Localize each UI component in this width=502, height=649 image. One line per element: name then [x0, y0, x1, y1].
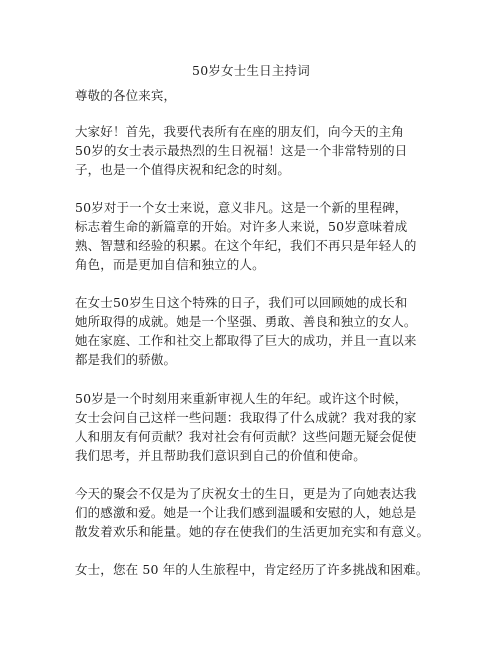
paragraph-5-line-2: 们的感激和爱。她是一个让我们感到温暖和安慰的人，她总是: [75, 505, 417, 520]
paragraph-4-line-2: 女士会问自己这样一些问题：我取得了什么成就？我对我的家: [75, 410, 417, 425]
paragraph-1-line-1: 大家好！首先，我要代表所有在座的朋友们，向今天的主角: [75, 124, 404, 139]
paragraph-3-line-2: 她所取得的成就。她是一个坚强、勇敢、善良和独立的女人。: [75, 314, 417, 329]
greeting-line: 尊敬的各位来宾，: [75, 88, 177, 103]
paragraph-1-line-3: 子，也是一个值得庆祝和纪念的时刻。: [75, 162, 291, 177]
paragraph-4-line-1: 50岁是一个时刻用来重新审视人生的年纪。或许这个时候，: [75, 391, 408, 406]
paragraph-2-line-3: 熟、智慧和经验的积累。在这个年纪，我们不再只是年轻人的: [75, 238, 417, 253]
paragraph-5-line-3: 散发着欢乐和能量。她的存在使我们的生活更加充实和有意义。: [75, 524, 430, 539]
paragraph-5-line-1: 今天的聚会不仅是为了庆祝女士的生日，更是为了向她表达我: [75, 486, 417, 501]
paragraph-4-line-4: 我们思考，并且帮助我们意识到自己的价值和使命。: [75, 448, 366, 463]
paragraph-2-line-1: 50岁对于一个女士来说，意义非凡。这是一个新的里程碑，: [75, 200, 408, 215]
paragraph-2-line-2: 标志着生命的新篇章的开始。对许多人来说，50岁意味着成: [75, 219, 408, 234]
paragraph-4-line-3: 人和朋友有何贡献？我对社会有何贡献？这些问题无疑会促使: [75, 429, 417, 444]
paragraph-3-line-3: 她在家庭、工作和社交上都取得了巨大的成功，并且一直以来: [75, 333, 417, 348]
paragraph-2-line-4: 角色，而是更加自信和独立的人。: [75, 257, 265, 272]
paragraph-1-line-2: 50岁的女士表示最热烈的生日祝福！这是一个非常特别的日: [75, 143, 408, 158]
paragraph-3-line-4: 都是我们的骄傲。: [75, 352, 177, 367]
paragraph-6-line-1: 女士，您在 50 年的人生旅程中，肯定经历了许多挑战和困难。: [75, 562, 429, 577]
paragraph-3-line-1: 在女士50岁生日这个特殊的日子，我们可以回顾她的成长和: [75, 295, 408, 310]
document-title: 50岁女士生日主持词: [192, 63, 310, 78]
